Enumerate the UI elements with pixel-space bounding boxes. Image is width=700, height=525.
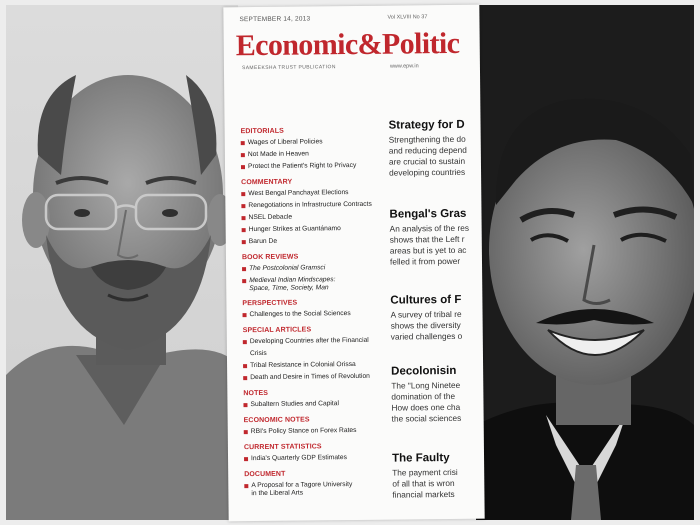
feature-article [392, 451, 485, 500]
masthead: Economic&Politic [235, 26, 460, 63]
contents-item: Not Made in Heaven [241, 148, 381, 161]
contents-item-text: The Postcolonial Gramsci [249, 264, 326, 273]
feature-article [391, 364, 485, 424]
section-heading: COMMENTARY [241, 178, 293, 187]
contents-item: Renegotiations in Infrastructure Contracts [241, 199, 381, 212]
contents-item: Subaltern Studies and Capital [243, 398, 383, 411]
contents-list [241, 127, 385, 499]
feature-article [390, 293, 484, 342]
contents-item-text: Medieval Indian Mindscapes: [249, 276, 336, 285]
feature-line: developing countries [389, 166, 466, 178]
right-portrait-photo [476, 5, 694, 520]
feature-line: shows the diversity [390, 319, 461, 331]
section-heading: SPECIAL ARTICLES [242, 326, 312, 335]
feature-line: are crucial to sustain [388, 155, 466, 167]
contents-item: Hunger Strikes at Guantánamo [242, 223, 382, 236]
section-heading: BOOK REVIEWS [241, 253, 299, 262]
issue-volume: Vol XLVIII No 37 [387, 14, 428, 21]
contents-item: Barun De [242, 235, 382, 248]
contents-item: Wages of Liberal Policies [241, 136, 381, 149]
feature-line: The "Long Ninetee [391, 379, 461, 391]
contents-item [242, 274, 382, 287]
feature-line: domination of the [391, 390, 456, 402]
feature-article [389, 207, 484, 267]
section-heading: DOCUMENT [244, 470, 286, 479]
feature-line: areas but is yet to ac [389, 244, 467, 256]
section-heading: ECONOMIC NOTES [243, 416, 310, 425]
issue-date: SEPTEMBER 14, 2013 [239, 15, 311, 24]
contents-item: Protect the Patient's Right to Privacy [241, 160, 381, 173]
contents-item: NSEL Debacle [241, 211, 381, 224]
feature-title: Bengal's Gras [389, 207, 467, 221]
feature-line: felled it from power [389, 255, 461, 267]
feature-line: the social sciences [391, 412, 462, 424]
left-portrait-photo [6, 5, 238, 520]
feature-line: and reducing depend [388, 144, 467, 156]
feature-title: The Faulty [391, 452, 450, 465]
section-heading: NOTES [243, 389, 269, 398]
feature-title: Decolonisin [391, 364, 457, 378]
feature-line: A survey of tribal re [390, 308, 462, 320]
website: www.epw.in [389, 63, 419, 70]
magazine-cover [223, 5, 484, 522]
feature-title: Strategy for D [388, 118, 465, 132]
contents-item-continuation: Space, Time, Society, Man [249, 284, 329, 293]
section-heading: CURRENT STATISTICS [243, 443, 322, 452]
feature-line: of all that is wron [392, 477, 455, 489]
publisher-line: SAMEEKSHA TRUST PUBLICATION [241, 64, 336, 72]
section-heading: PERSPECTIVES [242, 299, 298, 308]
feature-title: Cultures of F [390, 293, 462, 307]
contents-item: Death and Desire in Times of Revolution [243, 371, 383, 384]
feature-line: Strengthening the do [388, 133, 466, 145]
feature-line: varied challenges o [390, 330, 463, 342]
feature-line: financial markets [392, 488, 455, 500]
feature-line: An analysis of the res [389, 222, 470, 234]
contents-item: India's Quarterly GDP Estimates [244, 452, 384, 465]
contents-item: Challenges to the Social Sciences [242, 308, 382, 321]
contents-item: Developing Countries after the Financial Crisis [243, 335, 383, 360]
feature-article [389, 118, 485, 178]
contents-item: RBI's Policy Stance on Forex Rates [244, 425, 384, 438]
feature-line: shows that the Left r [389, 233, 465, 245]
contents-item: Tribal Resistance in Colonial Orissa [243, 359, 383, 372]
contents-item-continuation: in the Liberal Arts [251, 489, 304, 498]
feature-line: How does one cha [391, 401, 461, 413]
feature-line: The payment crisi [392, 466, 458, 478]
section-heading: EDITORIALS [240, 127, 284, 136]
contents-item: West Bengal Panchayat Elections [241, 187, 381, 200]
contents-item: A Proposal for a Tagore University [244, 479, 384, 492]
